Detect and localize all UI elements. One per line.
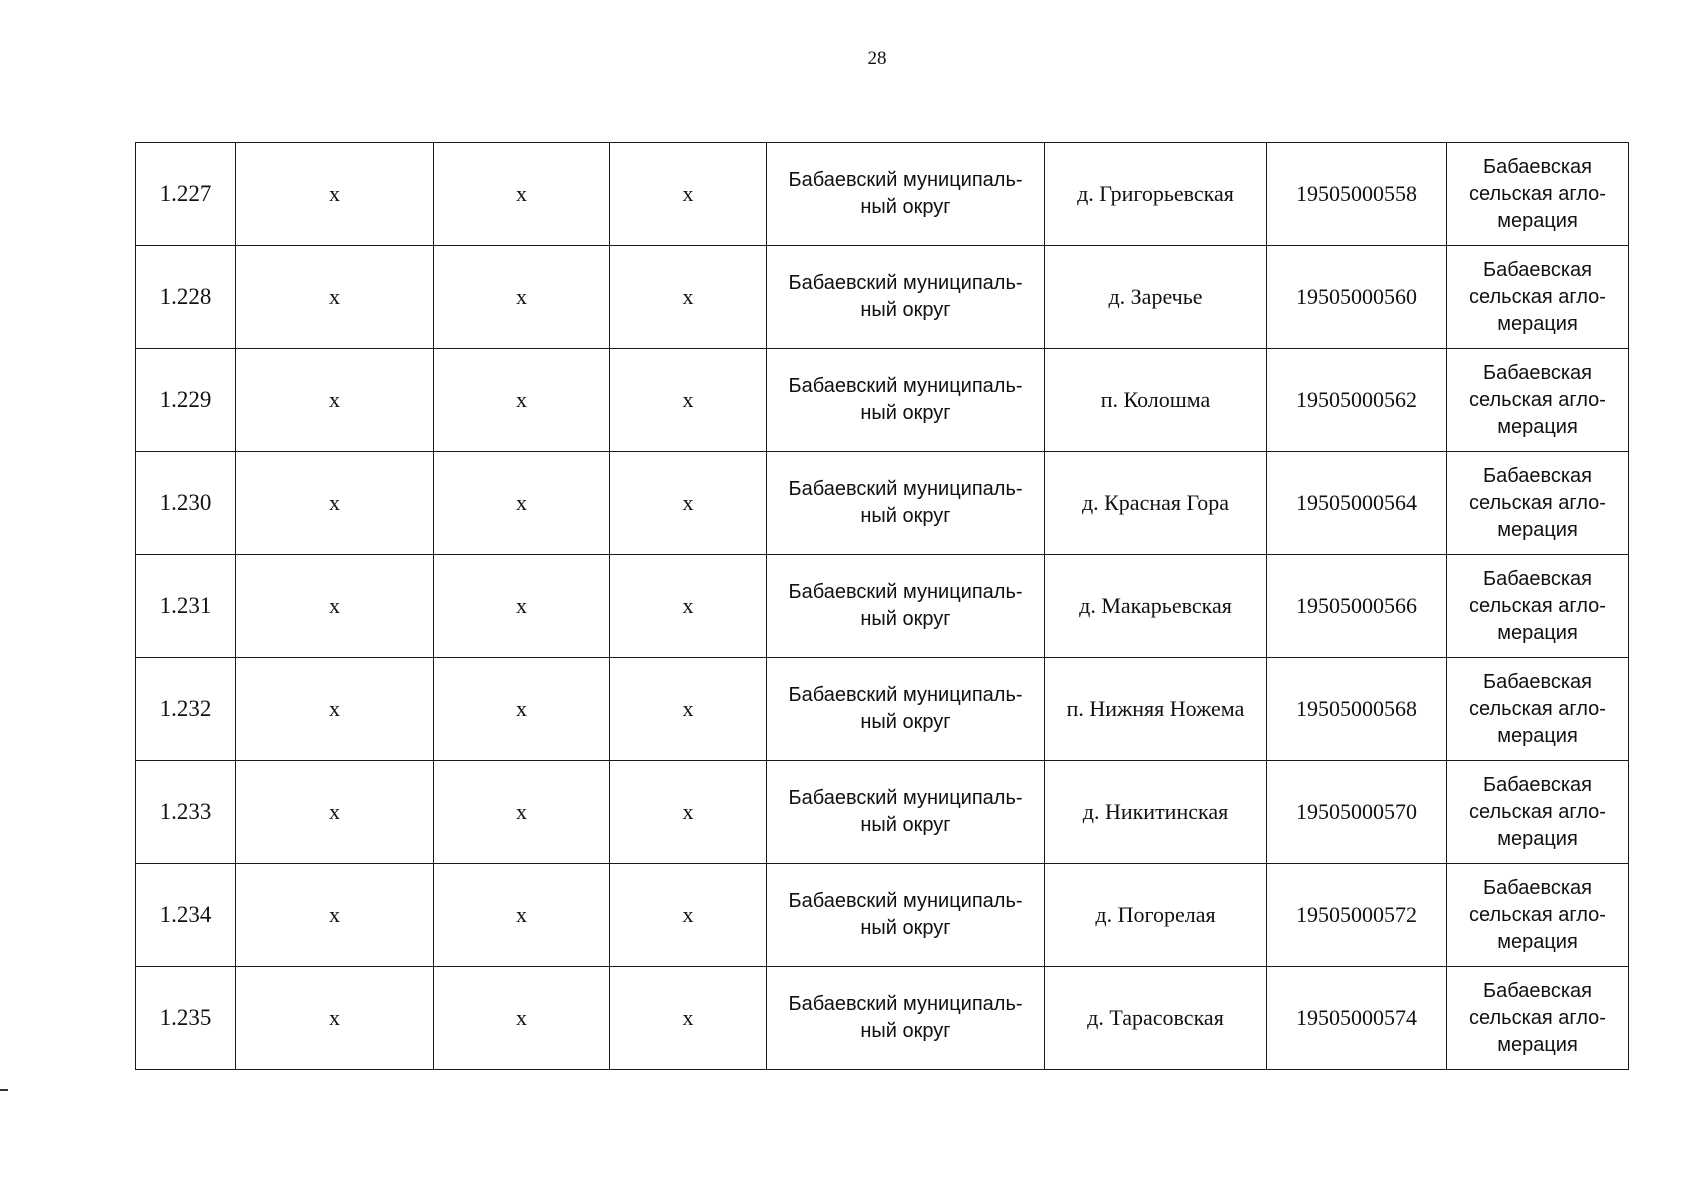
column-4-cell: x bbox=[610, 555, 767, 658]
district-cell bbox=[767, 349, 1045, 452]
district-cell bbox=[767, 864, 1045, 967]
agglomeration-line-3: мерация bbox=[1497, 621, 1578, 644]
agglomeration-line-2: сельская агло- bbox=[1469, 285, 1606, 308]
settlement-cell: д. Заречье bbox=[1045, 246, 1267, 349]
district-line-1: Бабаевский муниципаль- bbox=[788, 581, 1023, 603]
table-row bbox=[136, 555, 1629, 658]
column-4-cell: x bbox=[610, 246, 767, 349]
agglomeration-line-1: Бабаевская bbox=[1482, 773, 1593, 796]
code-cell: 19505000558 bbox=[1267, 143, 1447, 246]
district-line-2: ный округ bbox=[860, 814, 951, 836]
agglomeration-line-2: сельская агло- bbox=[1469, 1006, 1606, 1029]
district-line-1: Бабаевский муниципаль- bbox=[788, 169, 1023, 191]
code-cell: 19505000562 bbox=[1267, 349, 1447, 452]
district-line-1: Бабаевский муниципаль- bbox=[788, 478, 1023, 500]
district-line-2: ный округ bbox=[860, 711, 951, 733]
column-4-cell: x bbox=[610, 864, 767, 967]
column-3-cell: x bbox=[434, 967, 610, 1070]
column-3-cell: x bbox=[434, 452, 610, 555]
page-number: 28 bbox=[867, 48, 887, 69]
row-number-cell: 1.234 bbox=[136, 864, 236, 967]
row-number-cell: 1.228 bbox=[136, 246, 236, 349]
settlement-cell: д. Никитинская bbox=[1045, 761, 1267, 864]
table-row bbox=[136, 349, 1629, 452]
code-cell: 19505000564 bbox=[1267, 452, 1447, 555]
agglomeration-line-3: мерация bbox=[1497, 930, 1578, 953]
column-3-cell: x bbox=[434, 658, 610, 761]
district-line-2: ный округ bbox=[860, 196, 951, 218]
agglomeration-line-2: сельская агло- bbox=[1469, 388, 1606, 411]
district-cell bbox=[767, 761, 1045, 864]
agglomeration-cell bbox=[1447, 967, 1629, 1070]
table-row bbox=[136, 864, 1629, 967]
agglomeration-cell bbox=[1447, 761, 1629, 864]
agglomeration-cell bbox=[1447, 555, 1629, 658]
district-line-1: Бабаевский муниципаль- bbox=[788, 890, 1023, 912]
district-line-2: ный округ bbox=[860, 505, 951, 527]
district-line-2: ный округ bbox=[860, 917, 951, 939]
table-row bbox=[136, 143, 1629, 246]
column-4-cell: x bbox=[610, 143, 767, 246]
district-line-1: Бабаевский муниципаль- bbox=[788, 272, 1023, 294]
district-cell bbox=[767, 452, 1045, 555]
agglomeration-cell bbox=[1447, 143, 1629, 246]
column-2-cell: x bbox=[236, 143, 434, 246]
agglomeration-cell bbox=[1447, 864, 1629, 967]
column-3-cell: x bbox=[434, 864, 610, 967]
settlement-cell: п. Колошма bbox=[1045, 349, 1267, 452]
agglomeration-line-3: мерация bbox=[1497, 1033, 1578, 1056]
district-cell bbox=[767, 246, 1045, 349]
row-number-cell: 1.232 bbox=[136, 658, 236, 761]
table-row bbox=[136, 246, 1629, 349]
column-2-cell: x bbox=[236, 452, 434, 555]
district-line-2: ный округ bbox=[860, 1020, 951, 1042]
row-number-cell: 1.229 bbox=[136, 349, 236, 452]
code-cell: 19505000572 bbox=[1267, 864, 1447, 967]
agglomeration-line-3: мерация bbox=[1497, 827, 1578, 850]
code-cell: 19505000570 bbox=[1267, 761, 1447, 864]
district-line-1: Бабаевский муниципаль- bbox=[788, 375, 1023, 397]
column-3-cell: x bbox=[434, 349, 610, 452]
agglomeration-line-3: мерация bbox=[1497, 312, 1578, 335]
table-row bbox=[136, 761, 1629, 864]
column-3-cell: x bbox=[434, 246, 610, 349]
district-cell bbox=[767, 658, 1045, 761]
settlement-cell: д. Тарасовская bbox=[1045, 967, 1267, 1070]
agglomeration-line-3: мерация bbox=[1497, 518, 1578, 541]
column-2-cell: x bbox=[236, 658, 434, 761]
column-3-cell: x bbox=[434, 761, 610, 864]
settlements-table bbox=[135, 142, 1629, 1070]
agglomeration-cell bbox=[1447, 658, 1629, 761]
column-2-cell: x bbox=[236, 864, 434, 967]
district-cell bbox=[767, 143, 1045, 246]
column-4-cell: x bbox=[610, 658, 767, 761]
agglomeration-line-1: Бабаевская bbox=[1482, 876, 1593, 899]
district-line-1: Бабаевский муниципаль- bbox=[788, 787, 1023, 809]
row-number-cell: 1.231 bbox=[136, 555, 236, 658]
table-row bbox=[136, 967, 1629, 1070]
row-number-cell: 1.230 bbox=[136, 452, 236, 555]
agglomeration-line-3: мерация bbox=[1497, 209, 1578, 232]
table-row bbox=[136, 452, 1629, 555]
settlement-cell: п. Нижняя Ножема bbox=[1045, 658, 1267, 761]
agglomeration-cell bbox=[1447, 349, 1629, 452]
column-2-cell: x bbox=[236, 246, 434, 349]
district-line-1: Бабаевский муниципаль- bbox=[788, 993, 1023, 1015]
column-4-cell: x bbox=[610, 349, 767, 452]
settlement-cell: д. Макарьевская bbox=[1045, 555, 1267, 658]
table-body bbox=[136, 143, 1629, 1070]
column-2-cell: x bbox=[236, 555, 434, 658]
scan-edge-mark bbox=[0, 1089, 8, 1091]
agglomeration-cell bbox=[1447, 246, 1629, 349]
district-cell bbox=[767, 967, 1045, 1070]
agglomeration-line-2: сельская агло- bbox=[1469, 594, 1606, 617]
agglomeration-line-1: Бабаевская bbox=[1482, 567, 1593, 590]
district-line-2: ный округ bbox=[860, 402, 951, 424]
code-cell: 19505000574 bbox=[1267, 967, 1447, 1070]
code-cell: 19505000568 bbox=[1267, 658, 1447, 761]
agglomeration-line-2: сельская агло- bbox=[1469, 491, 1606, 514]
column-3-cell: x bbox=[434, 143, 610, 246]
agglomeration-line-1: Бабаевская bbox=[1482, 979, 1593, 1002]
column-3-cell: x bbox=[434, 555, 610, 658]
column-4-cell: x bbox=[610, 761, 767, 864]
agglomeration-line-2: сельская агло- bbox=[1469, 182, 1606, 205]
agglomeration-line-2: сельская агло- bbox=[1469, 903, 1606, 926]
agglomeration-line-2: сельская агло- bbox=[1469, 800, 1606, 823]
agglomeration-line-1: Бабаевская bbox=[1482, 155, 1593, 178]
column-4-cell: x bbox=[610, 452, 767, 555]
code-cell: 19505000566 bbox=[1267, 555, 1447, 658]
agglomeration-line-2: сельская агло- bbox=[1469, 697, 1606, 720]
table-row bbox=[136, 658, 1629, 761]
column-2-cell: x bbox=[236, 761, 434, 864]
district-line-1: Бабаевский муниципаль- bbox=[788, 684, 1023, 706]
district-cell bbox=[767, 555, 1045, 658]
agglomeration-line-1: Бабаевская bbox=[1482, 464, 1593, 487]
settlement-cell: д. Красная Гора bbox=[1045, 452, 1267, 555]
agglomeration-line-1: Бабаевская bbox=[1482, 361, 1593, 384]
column-2-cell: x bbox=[236, 967, 434, 1070]
agglomeration-line-1: Бабаевская bbox=[1482, 670, 1593, 693]
agglomeration-cell bbox=[1447, 452, 1629, 555]
agglomeration-line-3: мерация bbox=[1497, 415, 1578, 438]
settlement-cell: д. Григорьевская bbox=[1045, 143, 1267, 246]
row-number-cell: 1.233 bbox=[136, 761, 236, 864]
column-4-cell: x bbox=[610, 967, 767, 1070]
agglomeration-line-3: мерация bbox=[1497, 724, 1578, 747]
code-cell: 19505000560 bbox=[1267, 246, 1447, 349]
row-number-cell: 1.227 bbox=[136, 143, 236, 246]
settlement-cell: д. Погорелая bbox=[1045, 864, 1267, 967]
district-line-2: ный округ bbox=[860, 299, 951, 321]
column-2-cell: x bbox=[236, 349, 434, 452]
agglomeration-line-1: Бабаевская bbox=[1482, 258, 1593, 281]
district-line-2: ный округ bbox=[860, 608, 951, 630]
row-number-cell: 1.235 bbox=[136, 967, 236, 1070]
